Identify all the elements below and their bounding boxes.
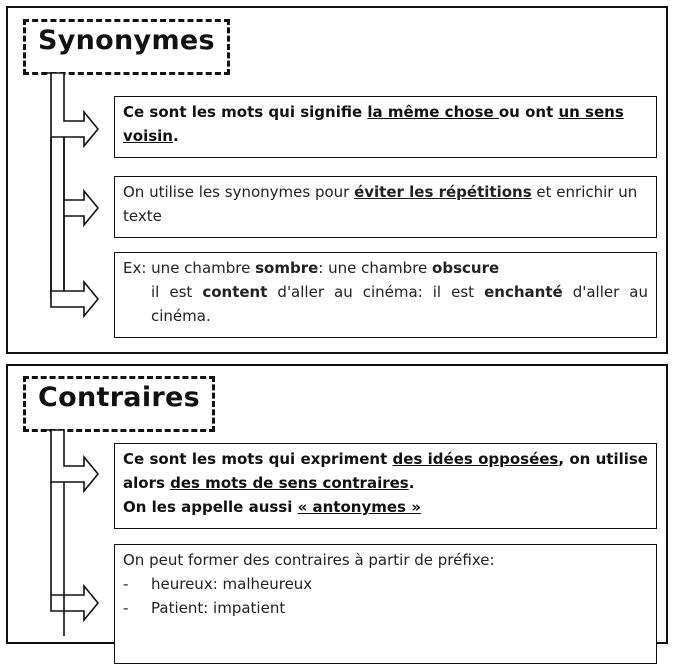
ex-line1-prefix: Ex: une chambre [123,259,256,277]
ex-line1-bold1: sombre [255,259,319,277]
list-item [123,596,648,620]
usage-text-1: On utilise les synonymes pour [123,183,355,201]
ex-line1-bold2: obscure [432,259,500,277]
prefix-intro: On peut former des contraires à partir de préfixe: [123,551,495,569]
cdef-line3-underline: « antonymes » [297,498,421,516]
def-underline-1: la même chose [367,103,499,121]
synonymes-arrow-3 [51,282,98,316]
list-dash: - [123,599,129,617]
cdef-text-1: Ce sont les mots qui expriment [123,450,393,468]
def-end: . [172,127,179,145]
usage-bold: éviter les répétitions [354,183,532,201]
contraires-title: Contraires [23,376,215,432]
def-text-1: Ce sont les mots qui signifie [123,103,368,121]
ex-line1-mid: : une chambre [318,259,433,277]
cdef-underline-1: des idées opposées [392,450,559,468]
list-item [123,572,648,596]
synonymes-arrow-1 [45,73,98,146]
synonymes-title: Synonymes [23,19,230,75]
ex-line2-bold2: enchanté [484,283,563,301]
cdef-end: . [408,474,415,492]
cdef-line3-prefix: On les appelle aussi [123,498,298,516]
synonymes-usage-box [114,176,657,238]
synonymes-section [6,6,668,354]
synonymes-trunk [51,137,64,298]
list-dash: - [123,575,129,593]
ex-line2-prefix: il est [151,283,203,301]
def-text-2: ou ont [498,103,559,121]
contraires-definition-box [114,443,657,529]
ex-line2-bold1: content [202,283,268,301]
cdef-underline-2: des mots de sens contraires [170,474,409,492]
def-underline-2: un sens voisin [123,103,624,145]
list-item-text: heureux: malheureux [151,575,313,593]
contraires-arrow-1 [45,430,98,491]
list-item-text: Patient: impatient [151,599,286,617]
synonymes-example-box [114,252,657,338]
synonymes-definition-box [114,96,657,158]
ex-line2-mid: d'aller au cinéma: il est [267,283,485,301]
usage-text-2: et enrichir un texte [123,183,638,225]
contraires-arrow-2 [51,586,98,620]
cdef-text-2: , on utilise alors [123,450,648,492]
contraires-prefix-box [114,544,657,664]
synonymes-arrow-2 [64,191,98,225]
ex-line2-suffix: d'aller au cinéma. [151,283,648,325]
contraires-section [6,364,668,644]
